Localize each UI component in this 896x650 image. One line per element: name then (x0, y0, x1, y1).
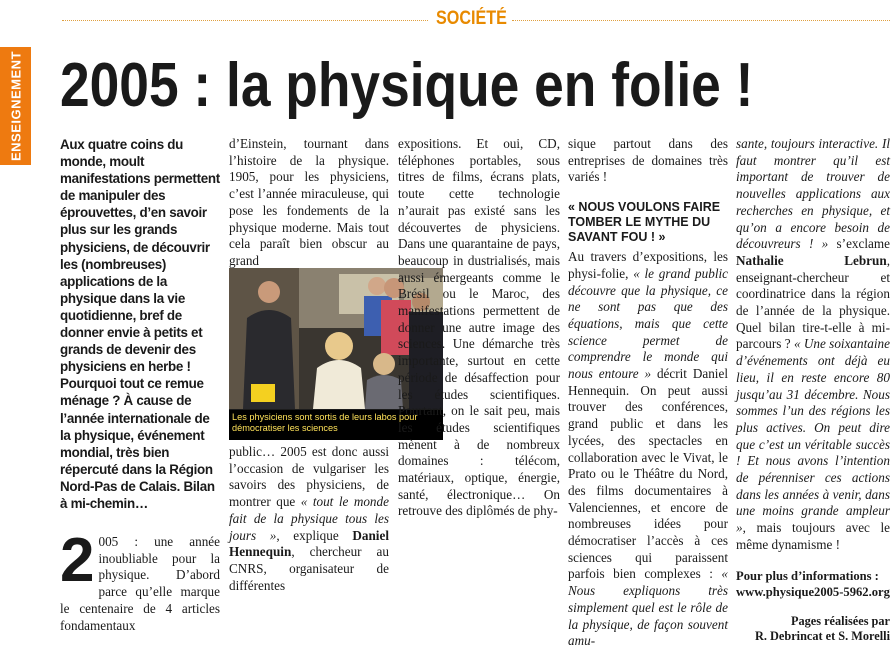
drop-cap: 2 (60, 526, 95, 596)
rubric-rule-left (62, 20, 428, 21)
column-5 (736, 136, 890, 644)
column-3 (398, 136, 560, 520)
col4-text-a: Au travers d’expositions, les physi-folie, (568, 249, 728, 281)
col4-top-text: sique partout dans des entreprises de domaines très variés ! (568, 136, 728, 185)
credit-line-1: Pages réalisées par (790, 613, 890, 628)
column-1 (60, 136, 220, 634)
credit-line-2: R. Debrincat et S. Morelli (754, 628, 890, 643)
rubric-rule-right (512, 20, 890, 21)
col5-text (736, 136, 890, 554)
col2-person-name: Daniel Hennequin (229, 527, 389, 560)
headline: 2005 : la physique en folie ! (60, 51, 754, 120)
col4-quote-2: « Nous expliquons très simplement quel est le rôle de la physique, de façon souvent amu- (568, 566, 728, 649)
col5-text-a: s’exclame (828, 236, 891, 252)
col2-text-c: , chercheur au CNRS, organisateur de différentes (229, 544, 389, 593)
col2-quote: « tout le monde fait de la physique tous les jours » (229, 494, 389, 543)
col4-quote-1: « le grand public découvre que la physique, ce ne sont pas que des équations, mais que cette science permet de comprendre le monde qui nous entoure » (568, 265, 728, 382)
col4-text-b: décrit Daniel Hennequin. On peut aussi trouver des conférences, grand public et dans les lycées, des spectacles en collaboration avec le Vivat, le Prato ou le Théâtre du Nord, des films documentaires à Valenciennes, et encore de nombreuses idées pour démocratiser l’accès à ces sciences qui paraissent parfois bien complexes : (568, 366, 728, 582)
col5-text-c: , mais toujours avec le même dynamisme ! (736, 520, 890, 552)
lead-paragraph: Aux quatre coins du monde, moult manifestations permettent de manipuler des éprouvettes, d’en savoir plus sur les grands physiciens, de découvrir les (nombreuses) applications de la physique dans la vie quotidienne, bref de donner envie à petits et grands de devenir des physiciens en herbe ! Pourquoi tout ce remue ménage ? À cause de l’année internationale de la physique, événement mondial, très bien répercuté dans la Région Nord-Pas de Calais. Bilan à mi-chemin… (60, 137, 220, 511)
col3-text: expositions. Et oui, CD, téléphones portables, sous titres de films, écrans plats, toute cette technologie n’aurait pas existé sans les découvertes de physiciens. Dans une quarantaine de pays, beaucoup in dustrialisés, mais aussi émergeants comme le Brésil ou le Maroc, des manifestations permettent de donner une autre image des sciences. Une démarche très importante, surtout en cette période de désaffection pour les études scientifiques. Pourtant, on le sait peu, mais les études scientifiques mènent à de nombreux domaines : télécom, matériaux, optique, énergie, santé, électronique… On retrouve des diplômés de phy- (398, 136, 560, 519)
body-intro (60, 526, 220, 634)
more-info-label: Pour plus d’informations : (736, 568, 879, 583)
subheading: « NOUS VOULONS FAIRE TOMBER LE MYTHE DU SAVANT FOU ! » (568, 200, 721, 245)
col5-quote-1: sante, toujours interactive. Il faut montrer qu’il est important de trouver de nouvelles applications aux recherches en physique, et qu’on a encore besoin de découvreurs ! » (736, 136, 890, 252)
rubric-label: SOCIÉTÉ (436, 8, 507, 29)
column-2 (229, 136, 389, 270)
body-intro-text: 005 : une année inoubliable pour la physique. D’abord parce qu’elle marque le centenaire de 4 articles fondamentaux (60, 534, 220, 633)
col5-text-b: , enseignant-chercheur et coordinatrice dans la région de l’année de la physique. Quel bilan tire-t-elle à mi-parcours ? (736, 252, 890, 352)
more-info (736, 568, 890, 600)
photo-caption: Les physiciens sont sortis de leurs labos pour démocratiser les sciences (229, 410, 443, 440)
credits (736, 614, 890, 644)
col2-top-text: d’Einstein, tournant dans l’histoire de la physique. 1905, pour les physiciens, c’est l’année miraculeuse, qui pose les fondements de la physique moderne. Mais tout cela paraît bien obscur au grand (229, 136, 389, 268)
col2-text-b: , explique (276, 527, 353, 543)
col2-bottom-text (229, 444, 389, 594)
col2-text-a: public… 2005 est donc aussi l’occasion de vulgariser les savoirs des physiciens, de montrer que (229, 444, 389, 510)
column-2-bottom (229, 444, 389, 594)
section-tab (0, 47, 31, 165)
column-4 (568, 136, 728, 650)
col5-person-name: Nathalie Lebrun (736, 252, 887, 268)
section-tab-label: ENSEIGNEMENT (8, 50, 23, 162)
col4-text (568, 249, 728, 650)
more-info-url: www.physique2005-5962.org (736, 584, 890, 599)
col5-quote-2: « Une soixantaine d’événements ont déjà eu lieu, il en reste encore 80 jusqu’au 31 décembre. Nous sommes l’un des régions les plus actives. On peut dire que c’est un véritable succès ! Et nous avons l’intention de pérenniser ces actions dans les années à venir, dans une moins grande ampleur » (736, 336, 890, 536)
